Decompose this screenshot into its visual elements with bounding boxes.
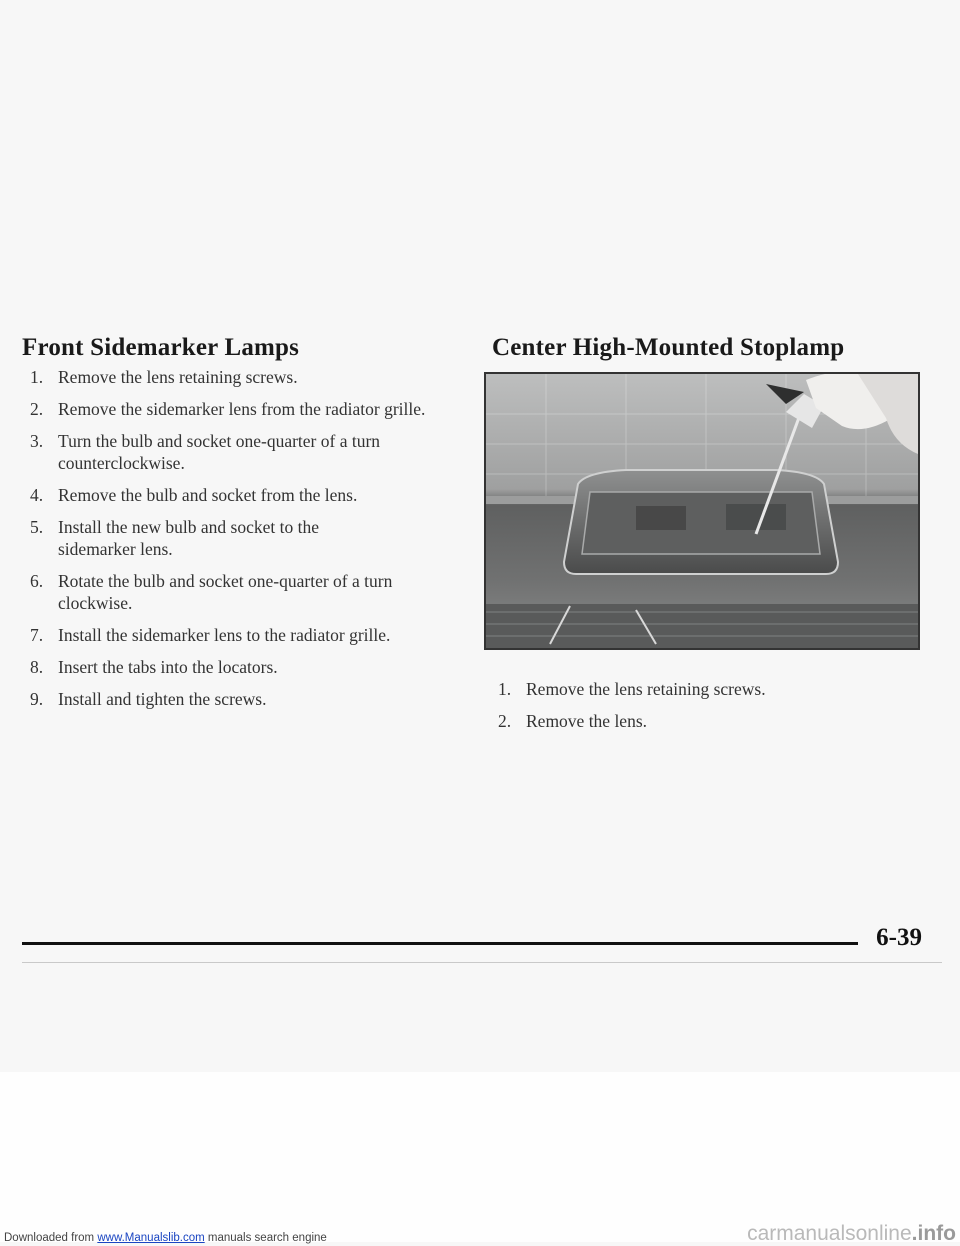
front-sidemarker-steps-list — [22, 366, 462, 720]
watermark: carmanualsonline.info — [747, 1222, 956, 1245]
list-item: 2. Remove the lens. — [498, 711, 648, 731]
page-footer-rule — [22, 942, 858, 945]
scan-line-divider — [22, 962, 942, 963]
page-number: 6-39 — [876, 924, 922, 951]
list-item: 4. Remove the bulb and socket from the lens. — [30, 485, 358, 505]
stoplamp-photo — [484, 372, 920, 650]
list-item: 9. Install and tighten the screws. — [30, 689, 267, 709]
section-title-center-high-mounted-stoplamp: Center High-Mounted Stoplamp — [492, 334, 845, 361]
section-title-front-sidemarker-lamps: Front Sidemarker Lamps — [22, 334, 300, 361]
list-item: 5. Install the new bulb and socket to the sidemarker lens. — [30, 517, 319, 559]
list-item: 1. Remove the lens retaining screws. — [498, 679, 766, 699]
list-item: 2. Remove the sidemarker lens from the radiator grille. — [30, 399, 426, 419]
list-item: 8. Insert the tabs into the locators. — [30, 657, 278, 677]
list-item: 3. Turn the bulb and socket one-quarter of a turn counterclockwise. — [30, 431, 381, 473]
download-footer — [0, 1072, 960, 1245]
list-item: 7. Install the sidemarker lens to the radiator grille. — [30, 625, 391, 645]
list-item: 6. Rotate the bulb and socket one-quarter of a turn clockwise. — [30, 571, 393, 613]
stoplamp-steps-list — [490, 678, 930, 742]
list-item: 1. Remove the lens retaining screws. — [30, 367, 298, 387]
manualslib-link[interactable]: www.Manualslib.com — [97, 1232, 205, 1244]
download-notice: Downloaded from www.Manualslib.com manuals search engine — [4, 1232, 327, 1244]
